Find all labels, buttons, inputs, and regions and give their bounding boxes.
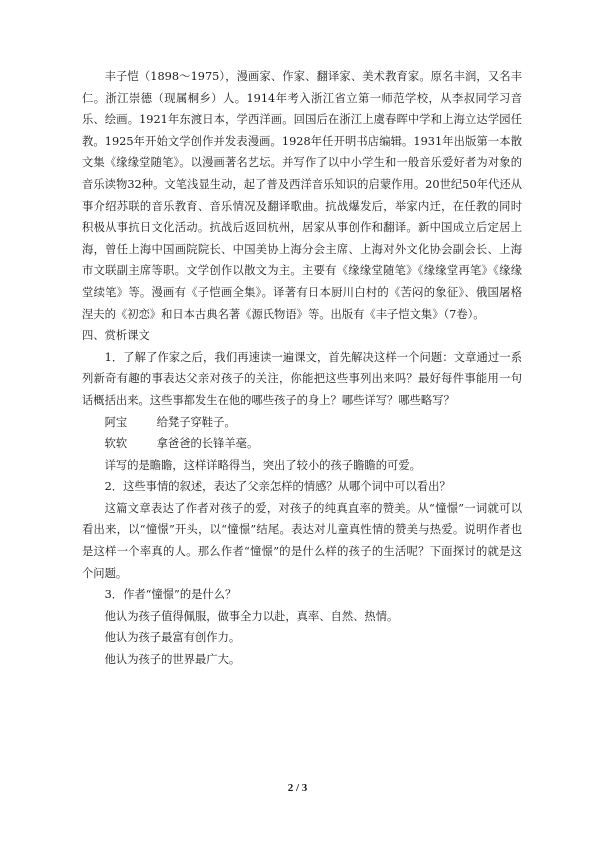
section-heading: 四、赏析课文 bbox=[82, 329, 150, 343]
page-number: 2 / 3 bbox=[287, 782, 308, 794]
list-item bbox=[82, 433, 522, 455]
child-name: 阿宝 bbox=[104, 415, 128, 429]
document-body bbox=[82, 66, 522, 671]
author-bio-paragraph: 丰子恺（1898～1975），漫画家、作家、翻译家、美术教育家。原名丰润，又名丰仁。浙江崇德（现属桐乡）人。1914年考入浙江省立第一师范学校，从李叔同学习音乐、绘画。1921年东渡日本，学西洋画。回国后在浙江上虞春晖中学和上海立达学园任教。1925年开始文学创作并发表漫画。1928年任开明书店编辑。1931年出版第一本散文集《缘缘堂随笔》。以漫画著名艺坛。并写作了以中小学生和一般音乐爱好者为对象的音乐读物32种。文笔浅显生动，起了普及西洋音乐知识的启蒙作用。20世纪50年代还从事介绍苏联的音乐教育、音乐情况及翻译歌曲。抗战爆发后，举家内迁，在任教的同时积极从事抗日文化活动。抗战后返回杭州，居家从事创作和翻译。新中国成立后定居上海，曾任上海中国画院院长、中国美协上海分会主席、上海对外文化协会副会长、上海市文联副主席等职。文学创作以散文为主。主要有《缘缘堂随笔》《缘缘堂再笔》《缘缘堂续笔》等。漫画有《子恺画全集》。译著有日本厨川白村的《苦闷的象征》、俄国屠格涅夫的《初恋》和日本古典名著《源氏物语》等。出版有《丰子恺文集》（7卷）。 bbox=[82, 70, 522, 321]
question-3: 3．作者“憧憬”的是什么？ bbox=[104, 588, 237, 602]
answer-3-line: 他认为孩子值得佩服，做事全力以赴，真率、自然、热情。 bbox=[104, 609, 399, 623]
answer-3-line: 他认为孩子最富有创作力。 bbox=[104, 631, 241, 645]
child-event: 给凳子穿鞋子。 bbox=[156, 415, 236, 429]
child-event: 拿爸爸的长锋羊毫。 bbox=[156, 437, 259, 451]
answer-3-line: 他认为孩子的世界最广大。 bbox=[104, 653, 241, 667]
answer-2: 这篇文章表达了作者对孩子的爱，对孩子的纯真直率的赞美。从“憧憬”一词就可以看出来，以“憧憬”开头，以“憧憬”结尾。表达对儿童真性情的赞美与热爱。说明作者也是这样一个率真的人。那么作者“憧憬”的是什么样的孩子的生活呢？下面探讨的就是这个问题。 bbox=[82, 501, 522, 580]
question-2: 2．这些事情的叙述，表达了父亲怎样的情感？从哪个词中可以看出？ bbox=[104, 480, 451, 494]
answer-1: 详写的是瞻瞻，这样详略得当，突出了较小的孩子瞻瞻的可爱。 bbox=[104, 458, 421, 472]
child-name: 软软 bbox=[104, 437, 128, 451]
question-1: 1．了解了作家之后，我们再速读一遍课文，首先解决这样一个问题：文章通过一系列新奇有趣的事表达父亲对孩子的关注，你能把这些事列出来吗？最好每件事能用一句话概括出来。这些事都发生在他的哪些孩子的身上？哪些详写？哪些略写？ bbox=[82, 350, 522, 407]
list-item bbox=[82, 412, 522, 434]
